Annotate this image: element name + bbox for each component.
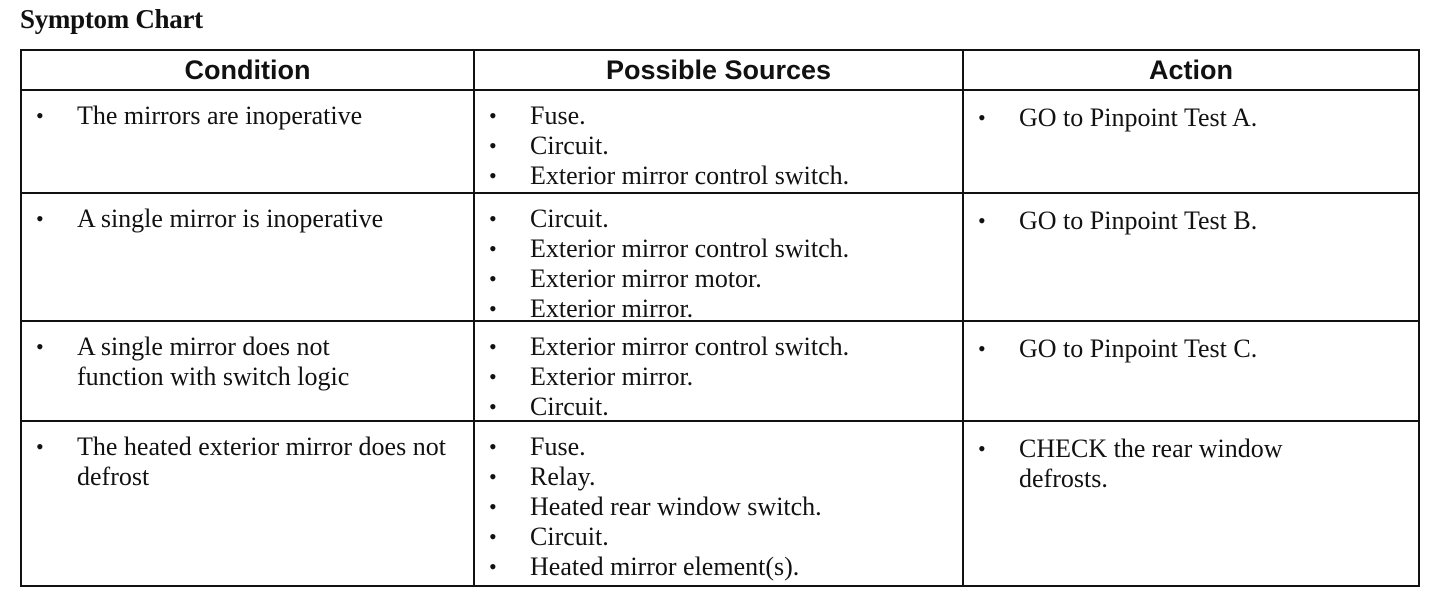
source-item: • Exterior mirror control switch. [475,161,962,191]
header-possible-sources: Possible Sources [475,51,964,91]
source-item: • Relay. [475,462,962,492]
source-item: • Exterior mirror control switch. [475,234,962,264]
source-item: • Circuit. [475,131,962,161]
source-item: • Exterior mirror. [475,362,962,392]
condition-item: • The mirrors are inoperative [22,101,473,131]
source-item: • Exterior mirror motor. [475,264,962,294]
condition-cell [22,194,475,322]
source-item: • Circuit. [475,522,962,552]
source-item: • Heated mirror element(s). [475,552,962,582]
action-cell [964,194,1418,322]
action-item: • GO to Pinpoint Test B. [964,206,1418,236]
action-cell [964,322,1418,422]
condition-item: • A single mirror does not function with switch logic [22,332,383,392]
symptom-chart-table [20,49,1420,587]
source-item: • Circuit. [475,204,962,234]
source-item: • Exterior mirror. [475,294,962,322]
sources-cell [475,194,964,322]
action-cell [964,422,1418,585]
condition-cell [22,91,475,194]
condition-item: • A single mirror is inoperative [22,204,473,234]
condition-cell [22,322,475,422]
sources-cell [475,322,964,422]
source-item: • Circuit. [475,392,962,422]
source-item: • Fuse. [475,432,962,462]
header-condition: Condition [22,51,475,91]
source-item: • Exterior mirror control switch. [475,332,962,362]
sources-cell [475,422,964,585]
condition-item: • The heated exterior mirror does not defrost [22,432,473,492]
sources-cell [475,91,964,194]
header-action: Action [964,51,1418,91]
action-cell [964,91,1418,194]
source-item: • Heated rear window switch. [475,492,962,522]
page-title: Symptom Chart [20,4,203,34]
condition-cell [22,422,475,585]
source-item: • Fuse. [475,101,962,131]
action-item: • CHECK the rear window defrosts. [964,434,1355,494]
action-item: • GO to Pinpoint Test C. [964,334,1418,364]
action-item: • GO to Pinpoint Test A. [964,103,1418,133]
